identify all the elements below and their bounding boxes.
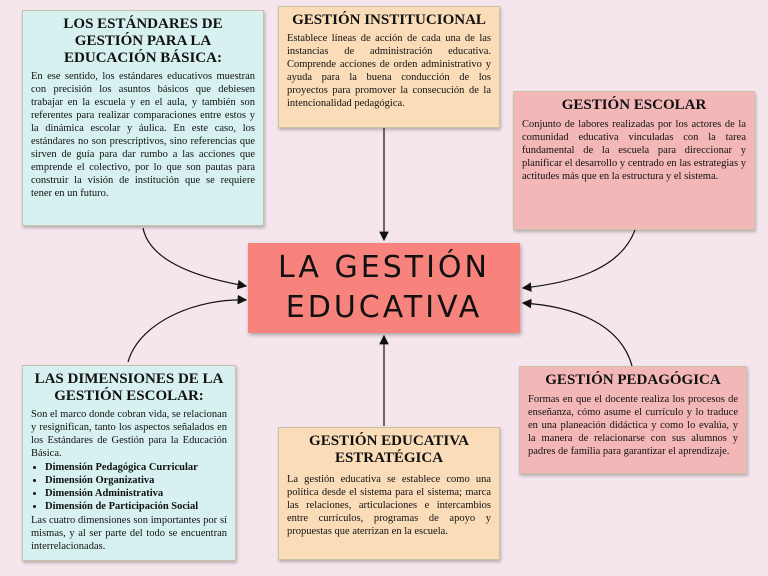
dimensiones-outro: Las cuatro dimensiones son importantes por sí mismas, y al ser parte del todo se encuentran interrelacionadas. <box>31 515 227 552</box>
main-topic-line2: EDUCATIVA <box>285 290 483 325</box>
estrategica-text: La gestión educativa se establece como una política desde el sistema para el sistema; marca las relaciones, articulaciones e intercambios entre currículos, programas de apoyo y propuestas que aterrizan en la escuela. <box>287 474 491 537</box>
institucional-text: Establece líneas de acción de cada una de las instancias de administración educativa. Comprende acciones de orden administrativo y ayuda para la buena conducción de los proyectos para promover la consecución de la intencionalidad pedagógica. <box>287 33 491 109</box>
main-topic-line1: LA GESTIÓN <box>278 250 490 285</box>
escolar-box <box>513 91 755 230</box>
main-topic <box>248 243 520 333</box>
pedagogica-text: Formas en que el docente realiza los procesos de enseñanza, cómo asume el currículo y lo traduce en una planeación didáctica y como lo evalúa, y la manera de relacionarse con sus alumnos y padres de familia para garantizar el aprendizaje. <box>528 394 738 457</box>
list-item: • Dimensión Pedagógica Curricular <box>45 461 227 474</box>
dimensiones-intro: Son el marco donde cobran vida, se relacionan y resignifican, tanto los aspectos señalados en los Estándares de Gestión para la Educación Básica. <box>31 409 227 459</box>
list-item: • Dimensión Administrativa <box>45 487 227 500</box>
estrategica-box <box>278 427 500 560</box>
estandares-text: En ese sentido, los estándares educativos muestran con precisión los asuntos básicos que debiesen trabajar en la escuela y en el aula, y también son referentes para realizar comparaciones entre estos y la dinámica escolar y áulica. En este caso, los estándares no son prescriptivos, sino referencias que sirven de guía para dar rumbo a las acciones que emprende el colectivo, por lo que son pautas para construir la visión de institución que se requiere tener en un futuro. <box>31 71 255 199</box>
estandares-title: LOS ESTÁNDARES DE GESTIÓN PARA LA EDUCACIÓN BÁSICA: <box>63 16 223 66</box>
estandares-box <box>22 10 264 226</box>
connector-dimensiones <box>128 300 246 362</box>
dimensiones-list <box>31 461 227 513</box>
connector-pedagogica <box>523 303 632 366</box>
list-item: • Dimensión Organizativa <box>45 474 227 487</box>
pedagogica-title: GESTIÓN PEDAGÓGICA <box>545 372 721 388</box>
institucional-title: GESTIÓN INSTITUCIONAL <box>292 12 486 28</box>
list-item: • Dimensión de Participación Social <box>45 500 227 513</box>
dimensiones-box <box>22 365 236 561</box>
institucional-box <box>278 6 500 128</box>
pedagogica-box <box>519 366 747 474</box>
escolar-title: GESTIÓN ESCOLAR <box>561 97 707 113</box>
connector-estandares <box>143 228 246 286</box>
dimensiones-title: LAS DIMENSIONES DE LA GESTIÓN ESCOLAR: <box>34 371 224 404</box>
escolar-text: Conjunto de labores realizadas por los actores de la comunidad educativa vinculadas con la tarea fundamental de la escuela para direccionar y planificar el desarrollo y centrado en las estrategias y actitudes más que en la estructura y el sistema. <box>522 119 746 182</box>
estrategica-title: GESTIÓN EDUCATIVA ESTRATÉGICA <box>309 433 469 466</box>
connector-escolar <box>523 230 635 288</box>
